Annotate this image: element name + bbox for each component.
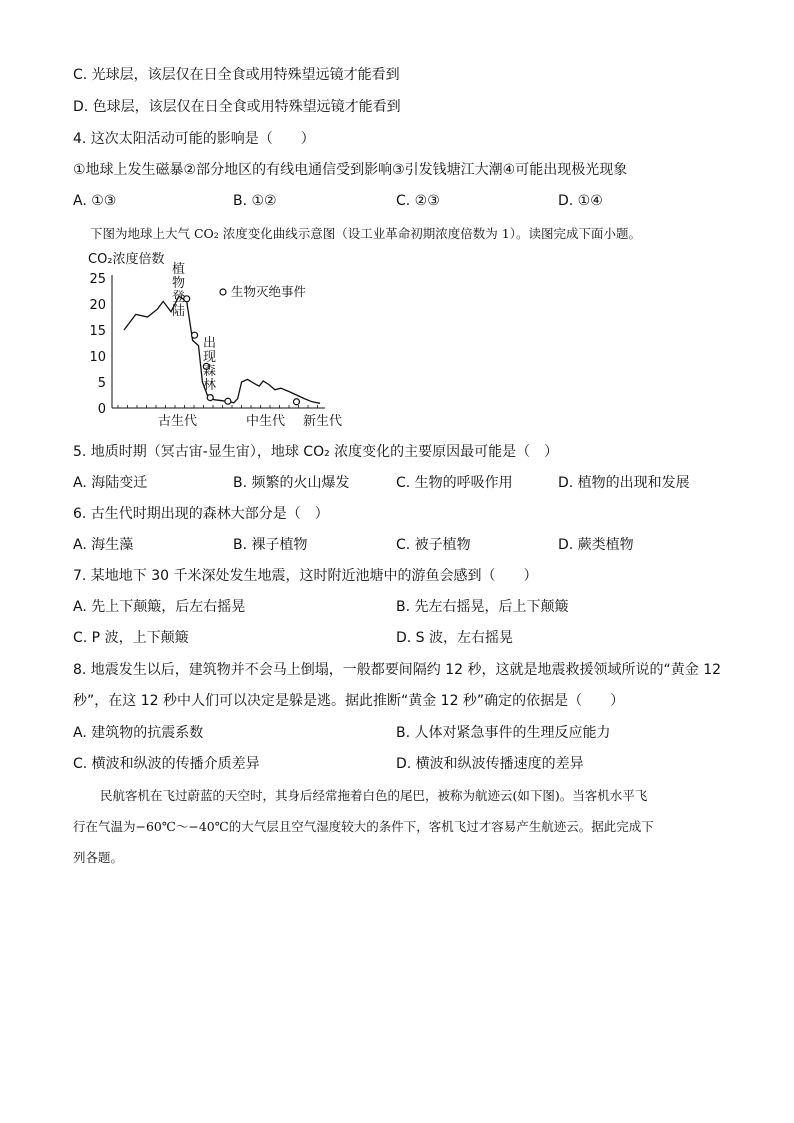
extinction-event-marker <box>192 332 198 338</box>
extinction-event-marker <box>225 398 231 404</box>
annotation-char: 林 <box>203 378 217 393</box>
question-8-line2: 秒”，在这 12 秒中人们可以决定是躲是逃。据此推断“黄金 12 秒”确定的依据是（ ） <box>73 693 625 709</box>
chart-intro: 下图为地球上大气 CO₂ 浓度变化曲线示意图（设工业革命初期浓度倍数为 1）。读图完成下面小题。 <box>90 226 641 241</box>
q4-option-a: A. ①③ <box>73 193 117 209</box>
legend-marker <box>220 289 226 295</box>
passage-line1: 民航客机在飞过蔚蓝的天空时，其身后经常拖着白色的尾巴，被称为航迹云(如下图)。当客机水平飞 <box>100 788 648 803</box>
q7-option-d: D. S 波，左右摇晃 <box>396 630 514 646</box>
q6-option-c: C. 被子植物 <box>396 537 471 553</box>
annotation-char: 森 <box>203 364 217 379</box>
q8-option-d: D. 横波和纵波传播速度的差异 <box>396 756 584 772</box>
question-4: 4. 这次太阳活动可能的影响是（ ） <box>73 131 315 147</box>
q6-option-b: B. 裸子植物 <box>233 537 308 553</box>
q8-option-a: A. 建筑物的抗震系数 <box>73 725 204 741</box>
y-tick-label-5: 25 <box>89 272 106 287</box>
q6-option-a: A. 海生藻 <box>73 537 134 553</box>
annotation-char: 物 <box>172 276 186 291</box>
annotation-plants-land <box>172 261 185 319</box>
question-7: 7. 某地地下 30 千米深处发生地震，这时附近池塘中的游鱼会感到（ ） <box>73 568 538 584</box>
annotation-char: 陆 <box>172 304 186 319</box>
passage-line2: 行在气温为−60℃～−40℃的大气层且空气湿度较大的条件下，客机飞过才容易产生航迹云。据此完成下 <box>73 819 654 834</box>
q8-option-b: B. 人体对紧急事件的生理反应能力 <box>396 725 611 741</box>
extinction-event-marker <box>207 395 213 401</box>
annotation-char: 登 <box>172 290 186 305</box>
q4-option-b: B. ①② <box>233 193 277 209</box>
passage-line3: 列各题。 <box>73 850 124 865</box>
y-tick-label-0: 0 <box>97 402 106 417</box>
legend-label: 生物灭绝事件 <box>231 284 307 299</box>
x-label-paleozoic: 古生代 <box>158 414 198 429</box>
co2-chart <box>80 245 380 435</box>
y-axis-label: CO₂浓度倍数 <box>88 252 165 267</box>
annotation-forest <box>203 335 216 393</box>
q7-option-c: C. P 波，上下颠簸 <box>73 630 189 646</box>
q6-option-d: D. 蕨类植物 <box>558 537 634 553</box>
q7-option-b: B. 先左右摇晃，后上下颠簸 <box>396 599 569 615</box>
q5-option-b: B. 频繁的火山爆发 <box>233 475 350 491</box>
y-tick-label-2: 10 <box>89 350 106 365</box>
q5-option-c: C. 生物的呼吸作用 <box>396 475 513 491</box>
y-tick-label-1: 5 <box>97 376 106 391</box>
option-c-line: C. 光球层，该层仅在日全食或用特殊望远镜才能看到 <box>73 67 400 83</box>
annotation-char: 出 <box>203 336 217 351</box>
q7-option-a: A. 先上下颠簸，后左右摇晃 <box>73 599 246 615</box>
x-label-mesozoic: 中生代 <box>246 414 286 429</box>
q8-option-c: C. 横波和纵波的传播介质差异 <box>73 756 260 772</box>
q4-option-c: C. ②③ <box>396 193 440 209</box>
annotation-char: 现 <box>203 350 217 365</box>
q5-option-a: A. 海陆变迁 <box>73 475 148 491</box>
question-5: 5. 地质时期（冥古宙-显生宙），地球 CO₂ 浓度变化的主要原因最可能是（ ） <box>73 444 559 460</box>
y-tick-label-4: 20 <box>89 298 106 313</box>
annotation-char: 植 <box>172 262 186 277</box>
q4-option-d: D. ①④ <box>558 193 603 209</box>
question-6: 6. 古生代时期出现的森林大部分是（ ） <box>73 506 329 522</box>
question-8-line1: 8. 地震发生以后，建筑物并不会马上倒塌，一般都要间隔约 12 秒，这就是地震救援领域所说的“黄金 12 <box>73 662 722 678</box>
question-4-items: ①地球上发生磁暴②部分地区的有线电通信受到影响③引发钱塘江大潮④可能出现极光现象 <box>73 162 628 178</box>
co2-curve <box>124 296 320 403</box>
x-label-cenozoic: 新生代 <box>303 414 343 429</box>
option-d-line: D. 色球层，该层仅在日全食或用特殊望远镜才能看到 <box>73 99 401 115</box>
extinction-event-marker <box>293 399 299 405</box>
q5-option-d: D. 植物的出现和发展 <box>558 475 690 491</box>
y-tick-label-3: 15 <box>89 324 106 339</box>
